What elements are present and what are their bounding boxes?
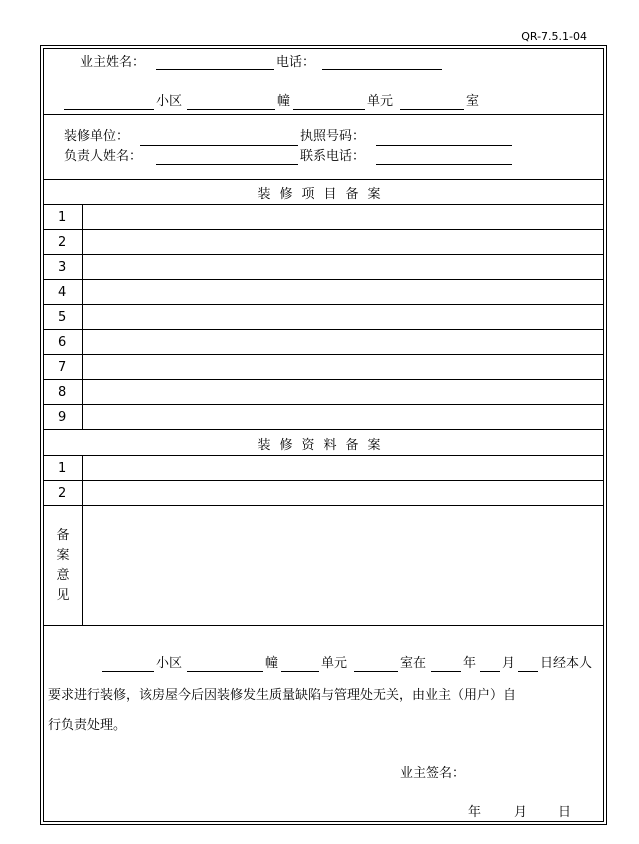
signature-day: 日 xyxy=(558,805,572,820)
opinion-label: 备 案 意 见 xyxy=(56,528,70,603)
stmt-month-label: 月 xyxy=(502,656,516,671)
signature-year: 年 xyxy=(468,805,482,820)
community-field[interactable] xyxy=(64,109,154,110)
company-field[interactable] xyxy=(140,145,298,146)
project-row-num: 6 xyxy=(58,335,67,350)
company-label: 装修单位： xyxy=(64,129,130,144)
statement-line-2: 要求进行装修，该房屋今后因装修发生质量缺陷与管理处无关，由业主（用户）自 xyxy=(48,688,517,703)
license-label: 执照号码： xyxy=(300,129,366,144)
stmt-community-label: 小区 xyxy=(156,656,183,671)
stmt-year-field[interactable] xyxy=(431,671,461,672)
owner-phone-field[interactable] xyxy=(322,69,442,70)
owner-name-field[interactable] xyxy=(156,69,274,70)
building-label: 幢 xyxy=(277,94,291,109)
community-label: 小区 xyxy=(156,94,183,109)
project-row-num: 2 xyxy=(58,235,67,250)
unit-label: 单元 xyxy=(367,94,394,109)
project-section-title: 装修项目备案 xyxy=(257,187,390,202)
stmt-unit-label: 单元 xyxy=(321,656,348,671)
statement-line-3: 行负责处理。 xyxy=(48,718,127,733)
stmt-community-field[interactable] xyxy=(102,671,154,672)
signature-month: 月 xyxy=(514,805,528,820)
license-field[interactable] xyxy=(376,145,512,146)
stmt-unit-field[interactable] xyxy=(281,671,319,672)
project-row-num: 8 xyxy=(58,385,67,400)
project-row-num: 7 xyxy=(58,360,67,375)
owner-name-label: 业主姓名： xyxy=(80,55,146,70)
owner-phone-label: 电话： xyxy=(276,55,316,70)
stmt-room-field[interactable] xyxy=(354,671,398,672)
unit-field[interactable] xyxy=(293,109,365,110)
project-row-num: 9 xyxy=(58,410,67,425)
stmt-room-label: 室在 xyxy=(400,656,427,671)
signature-label: 业主签名： xyxy=(400,766,466,781)
material-row-num: 1 xyxy=(58,461,67,476)
room-label: 室 xyxy=(466,94,480,109)
stmt-year-label: 年 xyxy=(463,656,477,671)
form-frame xyxy=(40,45,607,825)
form-code: QR-7.5.1-04 xyxy=(521,30,587,43)
person-field[interactable] xyxy=(156,164,298,165)
material-section-title: 装修资料备案 xyxy=(257,438,390,453)
room-field[interactable] xyxy=(400,109,464,110)
building-field[interactable] xyxy=(187,109,275,110)
project-row-num: 1 xyxy=(58,210,67,225)
stmt-month-field[interactable] xyxy=(480,671,500,672)
form-table xyxy=(43,48,604,822)
stmt-building-field[interactable] xyxy=(187,671,263,672)
project-row-num: 5 xyxy=(58,310,67,325)
stmt-day-field[interactable] xyxy=(518,671,538,672)
person-label: 负责人姓名： xyxy=(64,149,143,164)
contact-field[interactable] xyxy=(376,164,512,165)
stmt-day-label: 日经本人 xyxy=(540,656,593,671)
project-row-num: 3 xyxy=(58,260,67,275)
material-row-num: 2 xyxy=(58,486,67,501)
contact-label: 联系电话： xyxy=(300,149,366,164)
project-row-num: 4 xyxy=(58,285,67,300)
stmt-building-label: 幢 xyxy=(265,656,279,671)
